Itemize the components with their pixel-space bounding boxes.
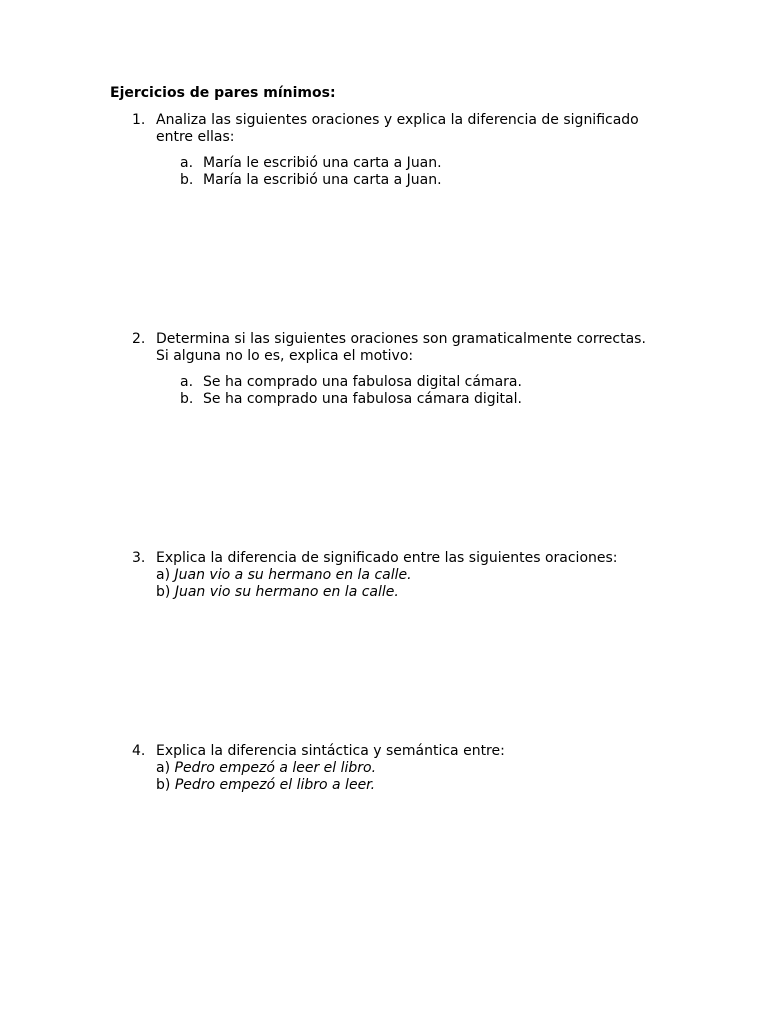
question-1-item-b-text: María la escribió una carta a Juan.	[203, 172, 442, 188]
question-1-item-a-text: María le escribió una carta a Juan.	[203, 155, 442, 171]
question-3-option-b-text: Juan vio su hermano en la calle.	[174, 584, 399, 600]
question-3-option-a	[156, 567, 412, 584]
question-2-item-a-text: Se ha comprado una fabulosa digital cámara.	[203, 374, 522, 390]
question-3-option-a-text: Juan vio a su hermano en la calle.	[174, 567, 412, 583]
question-4-option-b-prefix: b)	[156, 777, 175, 793]
question-1-number: 1.	[132, 112, 146, 128]
question-4-line-1: Explica la diferencia sintáctica y semántica entre:	[156, 743, 505, 759]
question-4-option-a-prefix: a)	[156, 760, 175, 776]
question-1-item-b-letter: b.	[180, 172, 194, 188]
question-2-number: 2.	[132, 331, 146, 347]
question-1-line-2: entre ellas:	[156, 129, 235, 145]
question-3-number: 3.	[132, 550, 146, 566]
question-4-number: 4.	[132, 743, 146, 759]
question-2-item-b-text: Se ha comprado una fabulosa cámara digital.	[203, 391, 522, 407]
question-2-line-2: Si alguna no lo es, explica el motivo:	[156, 348, 414, 364]
question-3-option-a-prefix: a)	[156, 567, 175, 583]
question-2-item-b-letter: b.	[180, 391, 194, 407]
question-4-option-a	[156, 760, 376, 777]
question-3-option-b-prefix: b)	[156, 584, 175, 600]
question-4-option-b	[156, 777, 375, 794]
page-title: Ejercicios de pares mínimos:	[110, 85, 336, 101]
question-4-option-b-text: Pedro empezó el libro a leer.	[174, 777, 376, 793]
question-1-line-1: Analiza las siguientes oraciones y explica la diferencia de significado	[156, 112, 639, 128]
question-3-line-1: Explica la diferencia de significado entre las siguientes oraciones:	[156, 550, 618, 566]
question-2-item-a-letter: a.	[180, 374, 194, 390]
question-2-line-1: Determina si las siguientes oraciones son gramaticalmente correctas.	[156, 331, 646, 347]
question-4-option-a-text: Pedro empezó a leer el libro.	[174, 760, 377, 776]
question-1-item-a-letter: a.	[180, 155, 194, 171]
question-3-option-b	[156, 584, 399, 601]
